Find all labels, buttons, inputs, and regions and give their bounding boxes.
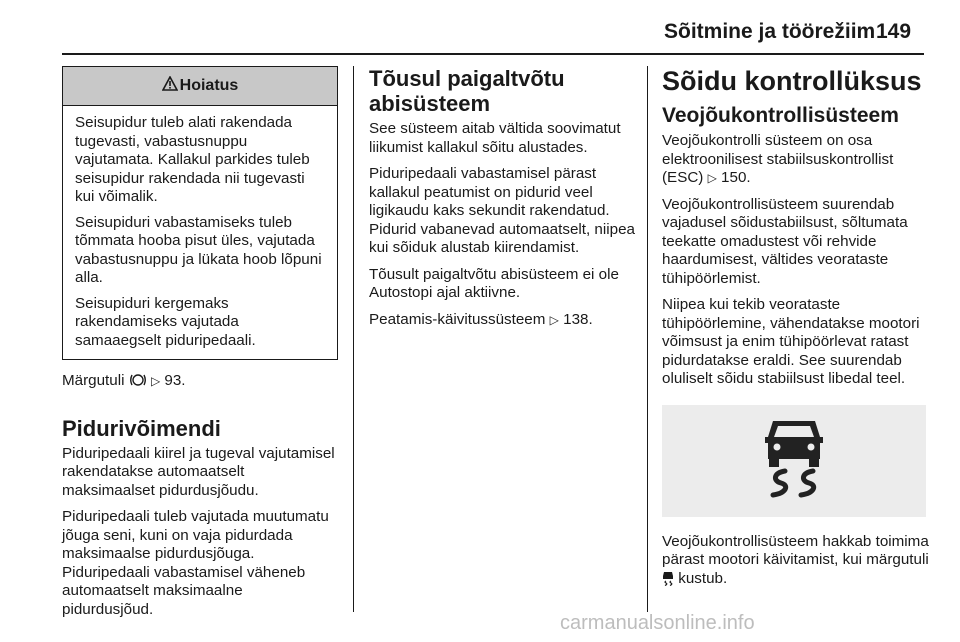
warning-label: Hoiatus <box>179 77 239 94</box>
column-left <box>62 66 338 627</box>
watermark: carmanualsonline.info <box>560 612 755 634</box>
warning-paragraph: Seisupiduri kergemaks rakendamiseks vajutada samaaegselt piduripedaali. <box>75 294 256 349</box>
xref-line <box>369 311 637 330</box>
paragraph: Veojõukontrollisüsteem suurendab vajadusel sõidustabiilsust, sõltumata teekatte omadustest või rehvide haardumisest, vältides veorataste tühipöörlemist. <box>662 195 908 287</box>
warning-box <box>62 66 338 360</box>
indicator-line <box>62 372 338 394</box>
esc-page-ref[interactable]: 150. <box>721 169 751 186</box>
warning-triangle-icon <box>162 76 178 96</box>
subsection-title: Veojõukontrollisüsteem <box>662 104 899 127</box>
paragraph-text: Veojõukontrolli süsteem on osa elektroonilisest stabiilsuskontrollist (ESC) <box>662 132 894 186</box>
paragraph: See süsteem aitab vältida soovimatut liikumist kallakul sõitu alustades. <box>369 120 621 156</box>
paragraph: Niipea kui tekib veorataste tühipöörlemine, vähendatakse mootori võimsust ja enim tühipöörlevat ratast pidurdatakse eraldi. See suurendab oluliselt sõidu stabiilsust libedal teel. <box>662 296 920 387</box>
page-header-title: Sõitmine ja töörežiim <box>664 20 876 43</box>
warning-paragraph: Seisupidur tuleb alati rakendada tugevasti, vabastusnuppu vajutamata. Kallakul parkides tuleb seisupidur rakendada nii tugevasti kui võimalik. <box>75 114 310 205</box>
paragraph <box>662 533 930 592</box>
xref-page-ref[interactable]: 138. <box>563 310 593 328</box>
paragraph-text: Veojõukontrollisüsteem hakkab toimima pärast mootori käivitamist, kui märgutuli <box>662 532 929 568</box>
brake-circle-icon <box>129 372 147 394</box>
column-divider <box>353 66 354 612</box>
paragraph: Tõusult paigaltvõtu abisüsteem ei ole Autostopi ajal aktiivne. <box>369 265 619 301</box>
arrow-right-triangle-icon: ▷ <box>707 171 717 185</box>
column-right <box>662 66 930 599</box>
warning-header <box>63 67 337 106</box>
page-number: 149 <box>876 20 912 43</box>
column-divider <box>647 66 648 612</box>
section-title-hill-start-assist: Tõusul paigaltvõtu abisüsteem <box>369 66 565 116</box>
main-section-title: Sõidu kontrollüksus <box>662 66 922 96</box>
column-middle <box>369 66 637 337</box>
traction-indicator-icon <box>662 571 674 592</box>
traction-control-illustration <box>662 405 926 517</box>
paragraph: Piduripedaali tuleb vajutada muutumatu jõuga seni, kuni on vaja pidurdada maksimaalse pidurdusjõuga. Piduripedaali vabastamisel väheneb automaatselt maksimaalne pidurdusjõud. <box>62 508 329 618</box>
paragraph: Piduripedaali kiirel ja tugeval vajutamisel rakendatakse automaatselt maksimaalset pidurdusjõudu. <box>62 444 335 499</box>
paragraph: Piduripedaali vabastamisel pärast kallakul peatumist on pidurid veel ligikaudu kaks sekundit rakendatud. Pidurid vabanevad automaatselt, niipea kui sõiduk alustab kiirendamist. <box>369 165 635 256</box>
warning-body <box>63 106 337 359</box>
arrow-right-triangle-icon: ▷ <box>549 312 559 327</box>
warning-paragraph: Seisupiduri vabastamiseks tuleb tõmmata hooba pisut üles, vajutada vabastusnuppu ja lükata hoob lõpuni alla. <box>75 213 322 286</box>
traction-control-car-icon <box>763 417 825 504</box>
header-rule <box>62 53 924 55</box>
paragraph <box>662 132 930 188</box>
xref-text: Peatamis-käivitussüsteem <box>369 310 546 328</box>
indicator-text: Märgutuli <box>62 372 125 389</box>
paragraph-text-end: kustub. <box>678 569 728 587</box>
indicator-page-ref[interactable]: 93. <box>164 372 186 389</box>
section-title-brake-assist: Pidurivõimendi <box>62 415 221 441</box>
arrow-right-triangle-icon: ▷ <box>150 374 161 388</box>
